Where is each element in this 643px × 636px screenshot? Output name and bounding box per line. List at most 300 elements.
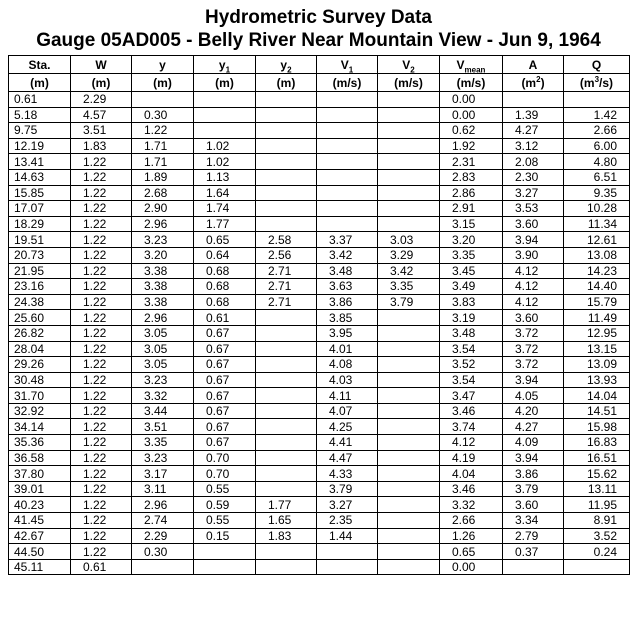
- table-cell: 15.85: [9, 185, 71, 201]
- table-cell: 2.71: [256, 279, 317, 295]
- table-cell: [317, 544, 378, 560]
- table-cell: 3.90: [503, 247, 564, 263]
- table-cell: 0.67: [194, 388, 256, 404]
- table-cell: 0.70: [194, 466, 256, 482]
- table-cell: 1.22: [71, 513, 132, 529]
- table-cell: 3.05: [132, 325, 194, 341]
- table-cell: 3.94: [503, 372, 564, 388]
- table-cell: 1.22: [71, 528, 132, 544]
- table-cell: 18.29: [9, 216, 71, 232]
- table-cell: 3.95: [317, 325, 378, 341]
- column-unit: (m/s): [440, 74, 503, 92]
- table-cell: [564, 559, 630, 575]
- survey-table: [8, 55, 630, 575]
- table-cell: 0.65: [194, 232, 256, 248]
- table-cell: 1.77: [194, 216, 256, 232]
- table-cell: 1.22: [71, 497, 132, 513]
- table-cell: 2.71: [256, 263, 317, 279]
- table-row: [9, 559, 630, 575]
- table-cell: [378, 528, 440, 544]
- table-cell: 3.51: [132, 419, 194, 435]
- table-row: [9, 263, 630, 279]
- table-cell: 6.51: [564, 169, 630, 185]
- table-cell: 35.36: [9, 435, 71, 451]
- table-cell: 21.95: [9, 263, 71, 279]
- table-row: [9, 388, 630, 404]
- table-cell: 8.91: [564, 513, 630, 529]
- table-cell: 4.12: [440, 435, 503, 451]
- table-cell: 3.11: [132, 481, 194, 497]
- table-cell: [378, 435, 440, 451]
- table-cell: 0.68: [194, 279, 256, 295]
- table-cell: 13.41: [9, 154, 71, 170]
- table-cell: 2.35: [317, 513, 378, 529]
- table-row: [9, 544, 630, 560]
- table-cell: 0.67: [194, 372, 256, 388]
- table-cell: [256, 559, 317, 575]
- table-cell: 4.04: [440, 466, 503, 482]
- table-cell: 4.80: [564, 154, 630, 170]
- table-cell: 1.22: [71, 388, 132, 404]
- table-cell: 15.98: [564, 419, 630, 435]
- column-header-y1: $y_1$: [194, 56, 256, 74]
- table-cell: 3.52: [440, 357, 503, 373]
- table-cell: 2.90: [132, 201, 194, 217]
- table-cell: 3.60: [503, 216, 564, 232]
- table-cell: [317, 201, 378, 217]
- table-cell: 3.60: [503, 310, 564, 326]
- table-cell: 1.22: [132, 123, 194, 139]
- table-cell: 3.20: [440, 232, 503, 248]
- table-cell: [256, 216, 317, 232]
- table-cell: 3.85: [317, 310, 378, 326]
- table-cell: 1.22: [71, 544, 132, 560]
- table-cell: 1.22: [71, 263, 132, 279]
- table-cell: [378, 310, 440, 326]
- table-cell: 1.02: [194, 138, 256, 154]
- table-cell: 3.35: [132, 435, 194, 451]
- table-cell: 17.07: [9, 201, 71, 217]
- table-cell: 13.15: [564, 341, 630, 357]
- table-cell: 36.58: [9, 450, 71, 466]
- column-unit: (m): [132, 74, 194, 92]
- table-cell: 1.22: [71, 372, 132, 388]
- table-cell: 0.30: [132, 544, 194, 560]
- table-cell: 2.68: [132, 185, 194, 201]
- table-cell: 1.22: [71, 341, 132, 357]
- table-cell: 31.70: [9, 388, 71, 404]
- table-cell: 0.67: [194, 435, 256, 451]
- table-cell: 1.22: [71, 450, 132, 466]
- table-row: [9, 294, 630, 310]
- table-cell: [378, 388, 440, 404]
- table-cell: 0.67: [194, 403, 256, 419]
- table-cell: 3.60: [503, 497, 564, 513]
- table-cell: 0.37: [503, 544, 564, 560]
- table-cell: 2.31: [440, 154, 503, 170]
- table-cell: 3.35: [440, 247, 503, 263]
- table-cell: 0.24: [564, 544, 630, 560]
- table-cell: 3.37: [317, 232, 378, 248]
- table-cell: 23.16: [9, 279, 71, 295]
- table-cell: 3.46: [440, 403, 503, 419]
- table-cell: [378, 357, 440, 373]
- table-cell: 2.30: [503, 169, 564, 185]
- table-cell: 20.73: [9, 247, 71, 263]
- column-unit: (m): [256, 74, 317, 92]
- table-cell: 13.09: [564, 357, 630, 373]
- table-cell: 14.23: [564, 263, 630, 279]
- table-cell: 9.75: [9, 123, 71, 139]
- table-cell: 11.49: [564, 310, 630, 326]
- table-cell: 40.23: [9, 497, 71, 513]
- column-unit: $(m^3/s)$: [564, 74, 630, 92]
- table-cell: 3.38: [132, 294, 194, 310]
- table-cell: [317, 559, 378, 575]
- table-row: [9, 372, 630, 388]
- table-cell: 1.71: [132, 154, 194, 170]
- table-cell: [256, 107, 317, 123]
- column-header-v2: $V_2$: [378, 56, 440, 74]
- table-cell: 4.19: [440, 450, 503, 466]
- table-cell: 4.12: [503, 263, 564, 279]
- table-cell: 2.96: [132, 310, 194, 326]
- table-cell: 1.64: [194, 185, 256, 201]
- table-cell: [378, 450, 440, 466]
- table-cell: 28.04: [9, 341, 71, 357]
- table-cell: 1.22: [71, 325, 132, 341]
- table-cell: 0.70: [194, 450, 256, 466]
- table-cell: 3.52: [564, 528, 630, 544]
- table-cell: 2.83: [440, 169, 503, 185]
- table-row: [9, 185, 630, 201]
- table-cell: 12.95: [564, 325, 630, 341]
- table-cell: 15.79: [564, 294, 630, 310]
- table-cell: [256, 435, 317, 451]
- table-cell: 3.15: [440, 216, 503, 232]
- table-cell: 4.47: [317, 450, 378, 466]
- table-cell: [378, 544, 440, 560]
- table-cell: [378, 341, 440, 357]
- table-cell: 3.32: [132, 388, 194, 404]
- column-header-v1: $V_1$: [317, 56, 378, 74]
- table-cell: 1.22: [71, 169, 132, 185]
- table-cell: 3.86: [503, 466, 564, 482]
- table-cell: [256, 341, 317, 357]
- table-cell: 39.01: [9, 481, 71, 497]
- table-cell: [378, 169, 440, 185]
- table-cell: [132, 92, 194, 108]
- table-cell: 11.95: [564, 497, 630, 513]
- table-cell: 1.22: [71, 435, 132, 451]
- table-cell: 0.67: [194, 325, 256, 341]
- table-cell: 11.34: [564, 216, 630, 232]
- table-cell: 0.68: [194, 294, 256, 310]
- table-cell: [378, 325, 440, 341]
- column-header-sta: Sta.: [9, 56, 71, 74]
- table-cell: 3.23: [132, 450, 194, 466]
- table-cell: 1.74: [194, 201, 256, 217]
- table-cell: 2.86: [440, 185, 503, 201]
- table-row: [9, 138, 630, 154]
- table-cell: [378, 513, 440, 529]
- table-row: [9, 201, 630, 217]
- table-cell: 2.66: [440, 513, 503, 529]
- table-cell: 14.40: [564, 279, 630, 295]
- table-cell: 3.27: [503, 185, 564, 201]
- table-cell: 4.12: [503, 279, 564, 295]
- table-row: [9, 247, 630, 263]
- table-cell: 10.28: [564, 201, 630, 217]
- table-cell: 1.83: [256, 528, 317, 544]
- table-cell: 37.80: [9, 466, 71, 482]
- table-cell: 1.13: [194, 169, 256, 185]
- column-header-vmean: $V_{mean}$: [440, 56, 503, 74]
- table-cell: 4.05: [503, 388, 564, 404]
- table-cell: 4.20: [503, 403, 564, 419]
- table-row: [9, 497, 630, 513]
- table-cell: 19.51: [9, 232, 71, 248]
- column-header-a: A: [503, 56, 564, 74]
- column-unit: (m/s): [317, 74, 378, 92]
- table-row: [9, 232, 630, 248]
- table-cell: 1.22: [71, 216, 132, 232]
- table-cell: 0.67: [194, 341, 256, 357]
- table-row: [9, 466, 630, 482]
- table-cell: [503, 92, 564, 108]
- table-row: [9, 107, 630, 123]
- table-cell: 3.48: [317, 263, 378, 279]
- table-cell: [256, 325, 317, 341]
- table-cell: 0.64: [194, 247, 256, 263]
- table-cell: [378, 403, 440, 419]
- units-row: [9, 74, 630, 92]
- table-cell: 2.79: [503, 528, 564, 544]
- table-cell: 3.54: [440, 372, 503, 388]
- table-row: [9, 169, 630, 185]
- table-cell: 3.05: [132, 341, 194, 357]
- table-cell: 3.17: [132, 466, 194, 482]
- table-cell: 34.14: [9, 419, 71, 435]
- table-cell: 3.53: [503, 201, 564, 217]
- table-cell: 1.22: [71, 154, 132, 170]
- table-cell: 16.83: [564, 435, 630, 451]
- table-cell: [256, 388, 317, 404]
- table-cell: 12.19: [9, 138, 71, 154]
- table-cell: 3.45: [440, 263, 503, 279]
- table-cell: 3.79: [503, 481, 564, 497]
- table-cell: 3.83: [440, 294, 503, 310]
- table-cell: [194, 92, 256, 108]
- table-cell: 3.94: [503, 450, 564, 466]
- table-cell: [256, 169, 317, 185]
- table-cell: [378, 559, 440, 575]
- table-cell: 1.22: [71, 481, 132, 497]
- table-cell: 3.72: [503, 357, 564, 373]
- table-cell: 3.49: [440, 279, 503, 295]
- table-cell: 13.08: [564, 247, 630, 263]
- table-cell: 3.46: [440, 481, 503, 497]
- table-row: [9, 154, 630, 170]
- table-cell: 4.41: [317, 435, 378, 451]
- table-cell: 0.59: [194, 497, 256, 513]
- table-cell: 1.22: [71, 247, 132, 263]
- table-cell: 3.23: [132, 372, 194, 388]
- table-cell: 3.94: [503, 232, 564, 248]
- table-cell: 1.83: [71, 138, 132, 154]
- table-cell: 1.22: [71, 201, 132, 217]
- table-cell: 2.96: [132, 216, 194, 232]
- table-cell: 0.61: [194, 310, 256, 326]
- table-cell: 41.45: [9, 513, 71, 529]
- table-cell: 1.39: [503, 107, 564, 123]
- table-cell: 9.35: [564, 185, 630, 201]
- table-cell: [378, 466, 440, 482]
- table-cell: 3.05: [132, 357, 194, 373]
- column-header-q: Q: [564, 56, 630, 74]
- table-cell: [317, 123, 378, 139]
- table-row: [9, 450, 630, 466]
- table-cell: [256, 466, 317, 482]
- table-cell: 1.22: [71, 185, 132, 201]
- page-title: Hydrometric Survey Data: [204, 7, 433, 28]
- table-cell: [256, 450, 317, 466]
- table-cell: 0.61: [71, 559, 132, 575]
- table-cell: [256, 138, 317, 154]
- table-cell: 3.27: [317, 497, 378, 513]
- table-cell: 2.71: [256, 294, 317, 310]
- table-cell: 3.72: [503, 341, 564, 357]
- table-cell: [378, 107, 440, 123]
- table-cell: 3.79: [317, 481, 378, 497]
- table-cell: [378, 481, 440, 497]
- table-cell: 0.61: [9, 92, 71, 108]
- table-cell: 3.23: [132, 232, 194, 248]
- table-cell: [317, 185, 378, 201]
- table-cell: 1.26: [440, 528, 503, 544]
- table-cell: 15.62: [564, 466, 630, 482]
- table-row: [9, 216, 630, 232]
- column-unit: (m): [71, 74, 132, 92]
- table-cell: [378, 138, 440, 154]
- table-cell: [256, 310, 317, 326]
- table-cell: [378, 372, 440, 388]
- table-cell: 0.62: [440, 123, 503, 139]
- table-cell: [378, 497, 440, 513]
- table-cell: 4.33: [317, 466, 378, 482]
- column-unit: (m): [9, 74, 71, 92]
- table-cell: [317, 138, 378, 154]
- table-body: [9, 92, 630, 575]
- column-header-y: y: [132, 56, 194, 74]
- column-unit: (m/s): [378, 74, 440, 92]
- table-cell: 2.66: [564, 123, 630, 139]
- table-cell: [256, 544, 317, 560]
- table-cell: 1.22: [71, 466, 132, 482]
- table-cell: 30.48: [9, 372, 71, 388]
- table-cell: 1.89: [132, 169, 194, 185]
- table-cell: 3.35: [378, 279, 440, 295]
- table-cell: [378, 201, 440, 217]
- table-row: [9, 435, 630, 451]
- table-cell: [564, 92, 630, 108]
- table-cell: 3.48: [440, 325, 503, 341]
- table-cell: 25.60: [9, 310, 71, 326]
- table-cell: [378, 216, 440, 232]
- table-cell: 3.19: [440, 310, 503, 326]
- table-cell: 2.29: [132, 528, 194, 544]
- table-cell: [256, 185, 317, 201]
- table-cell: 3.20: [132, 247, 194, 263]
- table-cell: [256, 403, 317, 419]
- table-cell: 1.22: [71, 279, 132, 295]
- table-cell: 6.00: [564, 138, 630, 154]
- table-cell: 3.12: [503, 138, 564, 154]
- table-cell: 0.00: [440, 559, 503, 575]
- table-cell: [378, 154, 440, 170]
- table-cell: 1.92: [440, 138, 503, 154]
- table-cell: 1.22: [71, 403, 132, 419]
- table-cell: [317, 107, 378, 123]
- table-cell: 2.91: [440, 201, 503, 217]
- table-cell: 0.65: [440, 544, 503, 560]
- table-cell: [378, 419, 440, 435]
- table-cell: 14.04: [564, 388, 630, 404]
- column-unit: (m): [194, 74, 256, 92]
- table-row: [9, 513, 630, 529]
- table-cell: [317, 154, 378, 170]
- table-cell: 1.42: [564, 107, 630, 123]
- table-cell: [378, 92, 440, 108]
- column-header-w: W: [71, 56, 132, 74]
- table-cell: 4.27: [503, 419, 564, 435]
- table-cell: 3.29: [378, 247, 440, 263]
- table-cell: 3.47: [440, 388, 503, 404]
- table-cell: [132, 559, 194, 575]
- table-cell: [256, 154, 317, 170]
- table-cell: 3.32: [440, 497, 503, 513]
- survey-sheet: [8, 6, 629, 575]
- table-cell: 1.65: [256, 513, 317, 529]
- table-cell: [256, 123, 317, 139]
- table-cell: 3.86: [317, 294, 378, 310]
- table-cell: [317, 216, 378, 232]
- table-cell: 3.54: [440, 341, 503, 357]
- table-row: [9, 528, 630, 544]
- table-cell: 2.58: [256, 232, 317, 248]
- table-cell: 29.26: [9, 357, 71, 373]
- table-cell: [256, 481, 317, 497]
- table-cell: 5.18: [9, 107, 71, 123]
- table-cell: 3.63: [317, 279, 378, 295]
- table-cell: 3.79: [378, 294, 440, 310]
- table-cell: 0.00: [440, 92, 503, 108]
- table-cell: 4.08: [317, 357, 378, 373]
- table-cell: 4.03: [317, 372, 378, 388]
- table-cell: 14.63: [9, 169, 71, 185]
- table-row: [9, 310, 630, 326]
- table-cell: 0.67: [194, 357, 256, 373]
- table-cell: 3.42: [317, 247, 378, 263]
- table-cell: 0.55: [194, 513, 256, 529]
- table-cell: 3.42: [378, 263, 440, 279]
- table-cell: 0.15: [194, 528, 256, 544]
- table-cell: [378, 123, 440, 139]
- table-row: [9, 403, 630, 419]
- table-cell: 2.96: [132, 497, 194, 513]
- table-cell: 3.74: [440, 419, 503, 435]
- table-cell: 4.09: [503, 435, 564, 451]
